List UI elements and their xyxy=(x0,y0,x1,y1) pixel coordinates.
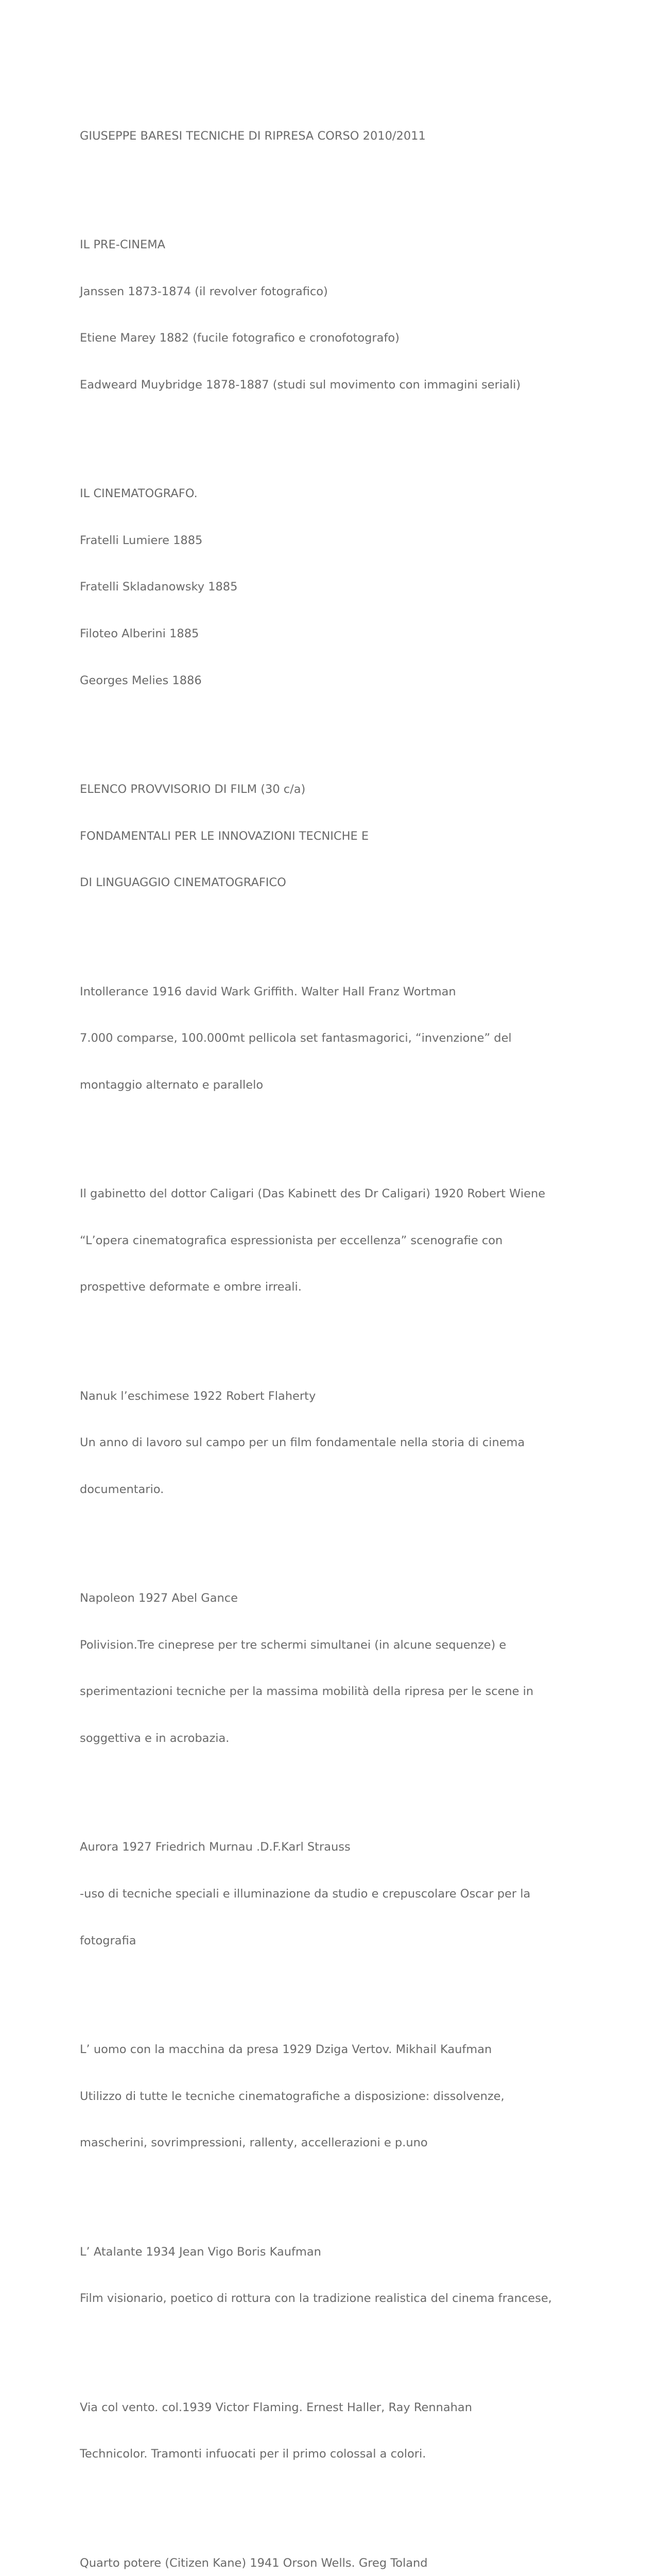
blank-line xyxy=(80,2182,646,2197)
film-title-line: Napoleon 1927 Abel Gance xyxy=(80,1591,238,1605)
film-description-line: prospettive deformate e ombre irreali. xyxy=(80,1280,302,1294)
film-title-line: Via col vento. col.1939 Victor Flaming. Ernest Haller, Ray Rennahan xyxy=(80,2400,472,2414)
film-title-line: L’ uomo con la macchina da presa 1929 Dziga Vertov. Mikhail Kaufman xyxy=(80,2043,492,2056)
cinematografo-line: Fratelli Lumiere 1885 xyxy=(80,533,203,547)
film-description-line: Technicolor. Tramonti infuocati per il primo colossal a colori. xyxy=(80,2447,426,2461)
film-title-line: Quarto potere (Citizen Kane) 1941 Orson Wells. Greg Toland xyxy=(80,2556,428,2570)
film-description-line: mascherini, sovrimpressioni, rallenty, accellerazioni e p.uno xyxy=(80,2136,428,2150)
film-title-line: Nanuk l’eschimese 1922 Robert Flaherty xyxy=(80,1389,316,1403)
film-title-line: L’ Atalante 1934 Jean Vigo Boris Kaufman xyxy=(80,2245,321,2259)
document-header: GIUSEPPE BARESI TECNICHE DI RIPRESA CORSO 2010/2011 xyxy=(80,129,426,143)
blank-line xyxy=(80,922,646,937)
blank-line xyxy=(80,719,646,735)
document-body xyxy=(80,81,646,2576)
blank-line xyxy=(80,2337,646,2353)
film-description-line: “L’opera cinematografica espressionista per eccellenza” scenografie con xyxy=(80,1233,503,1247)
pre-cinema-line: Etiene Marey 1882 (fucile fotografico e cronofotografo) xyxy=(80,331,400,345)
blank-line xyxy=(80,1326,646,1342)
film-title-line: Il gabinetto del dottor Caligari (Das Kabinett des Dr Caligari) 1920 Robert Wiene xyxy=(80,1187,546,1201)
blank-line xyxy=(80,1528,646,1544)
pre-cinema-line: Janssen 1873-1874 (il revolver fotografico) xyxy=(80,284,328,298)
section-heading-cinematografo: IL CINEMATOGRAFO. xyxy=(80,487,198,501)
film-description-line: Utilizzo di tutte le tecniche cinematografiche a disposizione: dissolvenze, xyxy=(80,2089,505,2103)
film-title-line: Aurora 1927 Friedrich Murnau .D.F.Karl Strauss xyxy=(80,1840,351,1854)
section-heading-pre-cinema: IL PRE-CINEMA xyxy=(80,238,166,251)
film-description-line: 7.000 comparse, 100.000mt pellicola set fantasmagorici, “invenzione” del xyxy=(80,1031,512,1045)
elenco-heading-line: FONDAMENTALI PER LE INNOVAZIONI TECNICHE E xyxy=(80,829,369,843)
pre-cinema-line: Eadweard Muybridge 1878-1887 (studi sul movimento con immagini seriali) xyxy=(80,378,521,392)
film-description-line: Polivision.Tre cineprese per tre schermi simultanei (in alcune sequenze) e xyxy=(80,1638,507,1652)
blank-line xyxy=(80,1777,646,1793)
film-description-line: sperimentazioni tecniche per la massima mobilità della ripresa per le scene in xyxy=(80,1685,534,1699)
cinematografo-line: Georges Melies 1886 xyxy=(80,673,202,687)
blank-line xyxy=(80,423,646,439)
film-title-line: Intollerance 1916 david Wark Griffith. Walter Hall Franz Wortman xyxy=(80,985,456,998)
blank-line xyxy=(80,2493,646,2509)
film-description-line: soggettiva e in acrobazia. xyxy=(80,1732,230,1745)
film-description-line: documentario. xyxy=(80,1482,164,1496)
blank-line xyxy=(80,175,646,190)
cinematografo-line: Fratelli Skladanowsky 1885 xyxy=(80,580,238,594)
film-description-line: Un anno di lavoro sul campo per un film fondamentale nella storia di cinema xyxy=(80,1436,525,1450)
cinematografo-line: Filoteo Alberini 1885 xyxy=(80,626,199,640)
blank-line xyxy=(80,1979,646,1995)
film-description-line: fotografia xyxy=(80,1934,136,1947)
elenco-heading-line: ELENCO PROVVISORIO DI FILM (30 c/a) xyxy=(80,782,306,796)
elenco-heading-line: DI LINGUAGGIO CINEMATOGRAFICO xyxy=(80,876,286,890)
film-description-line: Film visionario, poetico di rottura con la tradizione realistica del cinema francese, xyxy=(80,2292,552,2306)
film-description-line: montaggio alternato e parallelo xyxy=(80,1078,264,1092)
blank-line xyxy=(80,1124,646,1139)
film-description-line: -uso di tecniche speciali e illuminazione da studio e crepuscolare Oscar per la xyxy=(80,1887,531,1901)
